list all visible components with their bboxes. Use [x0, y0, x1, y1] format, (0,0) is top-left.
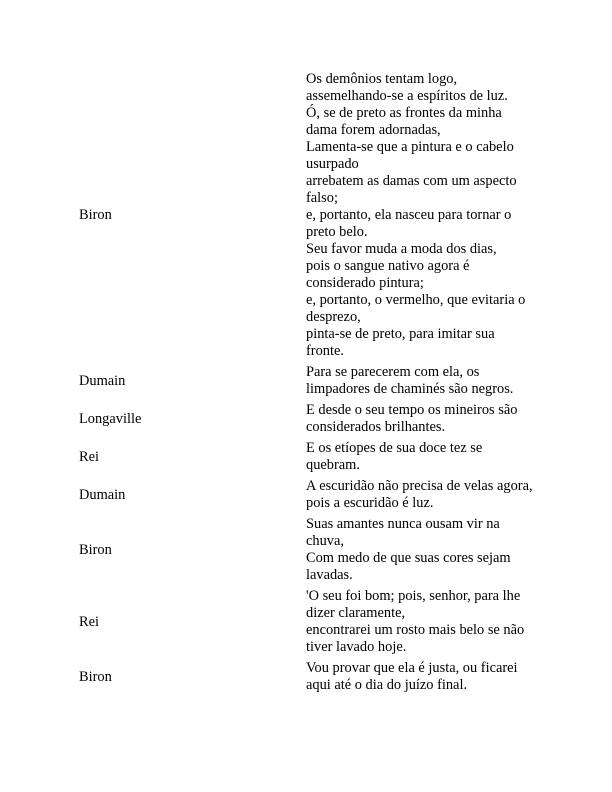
speech-line: Seu favor muda a moda dos dias, — [306, 241, 497, 257]
speech-text — [306, 364, 534, 398]
dialogue-row — [76, 660, 534, 694]
speaker-name: Dumain — [79, 372, 126, 389]
speech-text — [306, 71, 534, 360]
speaker-name: Biron — [79, 668, 112, 685]
dialogue-row — [76, 71, 534, 360]
speech-line: e, portanto, o vermelho, que evitaria o desprezo, — [306, 292, 526, 325]
speaker-name: Longaville — [79, 410, 142, 427]
speech-line: encontrarei um rosto mais belo se não tiver lavado hoje. — [306, 622, 525, 655]
speech-line: E os etíopes de sua doce tez se quebram. — [306, 440, 483, 473]
speech-line: arrebatem as damas com um aspecto falso; — [306, 173, 517, 206]
speech-text — [306, 516, 534, 584]
dialogue-row — [76, 478, 534, 512]
speaker-name: Biron — [79, 207, 112, 223]
speech-line: Com medo de que suas cores sejam lavadas. — [306, 550, 511, 583]
speech-line: 'O seu foi bom; pois, senhor, para lhe dizer claramente, — [306, 588, 521, 621]
speech-text — [306, 440, 534, 474]
speech-line: Vou provar que ela é justa, ou ficarei aqui até o dia do juízo final. — [306, 660, 518, 693]
speech-line: A escuridão não precisa de velas agora, pois a escuridão é luz. — [306, 478, 533, 511]
dialogue-row — [76, 516, 534, 584]
speech-text — [306, 402, 534, 436]
speech-line: Os demônios tentam logo, assemelhando-se a espíritos de luz. — [306, 71, 508, 104]
dialogue-row — [76, 588, 534, 656]
speech-line: pois o sangue nativo agora é considerado pintura; — [306, 258, 470, 291]
speech-text — [306, 588, 534, 656]
speech-text — [306, 660, 534, 694]
speaker-name: Biron — [79, 541, 112, 558]
speaker-name: Dumain — [79, 486, 126, 503]
dialogue-table — [76, 67, 534, 698]
speaker-name: Rei — [79, 448, 99, 465]
speech-line: Lamenta-se que a pintura e o cabelo usurpado — [306, 139, 514, 172]
speaker-name: Rei — [79, 613, 99, 630]
speech-line: Para se parecerem com ela, os limpadores de chaminés são negros. — [306, 364, 514, 397]
dialogue-row — [76, 402, 534, 436]
speech-line: E desde o seu tempo os mineiros são considerados brilhantes. — [306, 402, 518, 435]
speech-line: Ó, se de preto as frontes da minha dama forem adornadas, — [306, 105, 502, 138]
speech-line: e, portanto, ela nasceu para tornar o preto belo. — [306, 207, 512, 240]
speech-line: Suas amantes nunca ousam vir na chuva, — [306, 516, 500, 549]
dialogue-row — [76, 440, 534, 474]
dialogue-row — [76, 364, 534, 398]
speech-line: pinta-se de preto, para imitar sua fronte. — [306, 326, 495, 359]
speech-text — [306, 478, 534, 512]
